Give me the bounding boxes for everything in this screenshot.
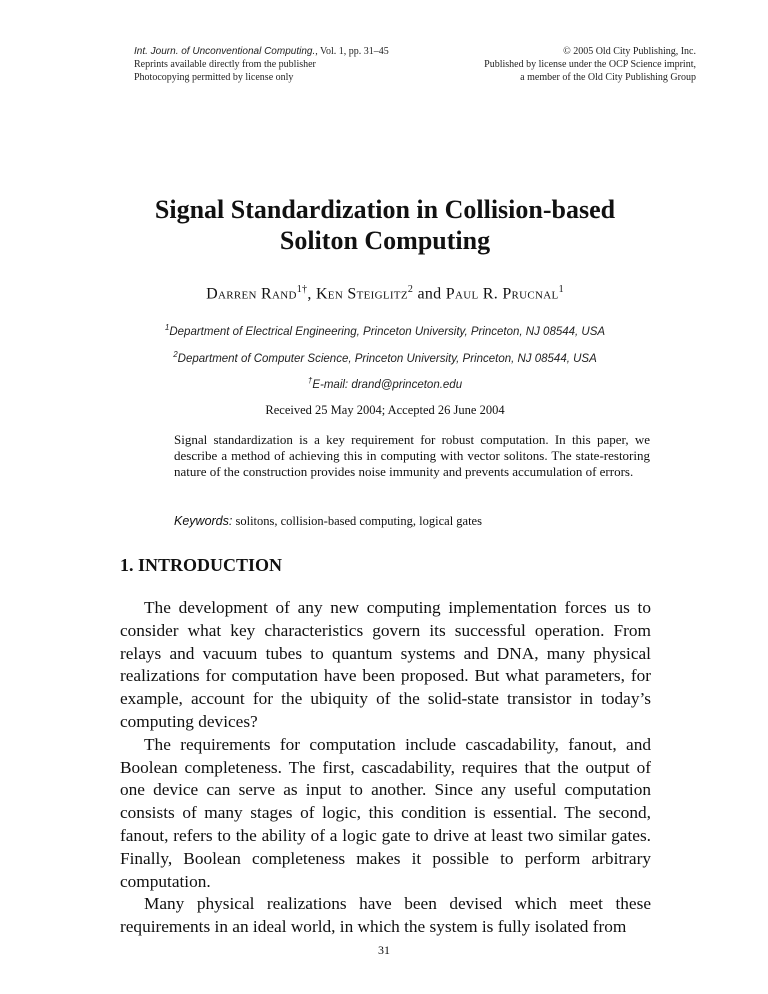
- author-2: Ken Steiglitz: [315, 285, 408, 303]
- journal-volume: , Vol. 1, pp. 31–45: [315, 46, 389, 57]
- affiliation-1: [90, 323, 680, 338]
- paragraph: The requirements for computation include cascadability, fanout, and Boolean completeness. The first, cascadability, requires that the output of one device can serve as input to another. Since any useful computation consists of many stages of logic, this condition is essential. The second, fanout, refers to the ability of a logic gate to drive at least two similar gates. Finally, Boolean completeness makes it possible to perform arbitrary computation.: [120, 734, 651, 891]
- author-list: [100, 284, 670, 303]
- affiliation-2-marker: 2: [173, 350, 178, 359]
- email-text: E-mail: drand@princeton.edu: [312, 378, 463, 391]
- keywords: [174, 514, 650, 529]
- author-separator-1: ,: [307, 285, 316, 303]
- author-separator-2: and: [413, 285, 446, 303]
- paragraph: Many physical realizations have been devised which meet these requirements in an ideal world, in which the system is fully isolated from: [120, 894, 651, 937]
- paper-title: [120, 194, 650, 256]
- license-line: Published by license under the OCP Science imprint,: [484, 59, 696, 70]
- affiliation-1-text: Department of Electrical Engineering, Princeton University, Princeton, NJ 08544, USA: [169, 325, 606, 338]
- affiliation-2: [90, 350, 680, 365]
- paper-title-line2: Soliton Computing: [279, 226, 491, 255]
- author-2-marker: 2: [407, 284, 414, 295]
- received-dates: Received 25 May 2004; Accepted 26 June 2004: [265, 403, 505, 417]
- publisher-group-line: a member of the Old City Publishing Group: [520, 72, 696, 83]
- photocopy-notice: Photocopying permitted by license only: [134, 72, 294, 83]
- email-marker: †: [307, 376, 313, 385]
- affiliation-2-text: Department of Computer Science, Princeton University, Princeton, NJ 08544, USA: [177, 352, 597, 365]
- author-1: Darren Rand: [206, 285, 297, 303]
- running-header-right: [396, 45, 696, 84]
- journal-name: Int. Journ. of Unconventional Computing.: [134, 46, 316, 57]
- affiliation-1-marker: 1: [164, 323, 170, 332]
- section-heading: 1. INTRODUCTION: [120, 555, 283, 575]
- keywords-label: Keywords:: [174, 514, 233, 528]
- body-text: [120, 597, 651, 939]
- author-3: Paul R. Prucnal: [445, 285, 559, 303]
- author-3-marker: 1: [558, 284, 564, 295]
- author-1-marker: 1†: [296, 284, 308, 295]
- paragraph: The development of any new computing implementation forces us to consider what key characteristics govern its successful operation. From relays and vacuum tubes to quantum systems and DNA, many physical realizations for computation have been proposed. But what parameters, for example, account for the ubiquity of the solid-state transistor in today’s computing devices?: [120, 598, 651, 731]
- page-number: 31: [378, 943, 390, 957]
- paper-title-line1: Signal Standardization in Collision-based: [154, 195, 616, 224]
- copyright-line: © 2005 Old City Publishing, Inc.: [563, 46, 696, 57]
- corresponding-email: [90, 376, 680, 391]
- keywords-text: solitons, collision-based computing, logical gates: [235, 514, 482, 528]
- reprint-notice: Reprints available directly from the publisher: [134, 59, 316, 70]
- abstract: Signal standardization is a key requirement for robust computation. In this paper, we describe a method of achieving this in computing with vector solitons. The state-restoring nature of the construction provides noise immunity and prevents accumulation of errors.: [174, 432, 650, 479]
